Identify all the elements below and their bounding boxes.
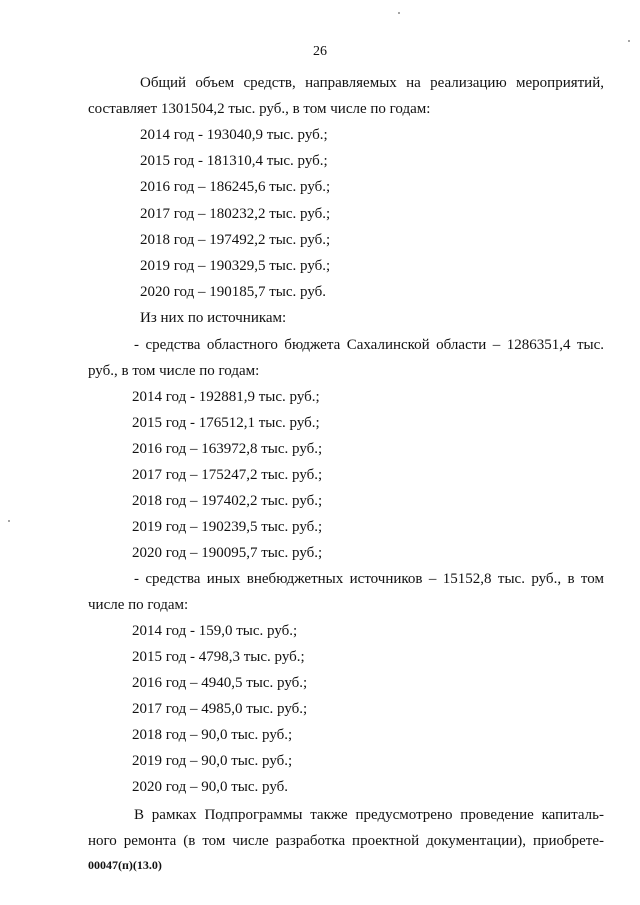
regional-year-2015: 2015 год - 176512,1 тыс. руб.; [132, 415, 320, 431]
extrabudget-year-2018: 2018 год – 90,0 тыс. руб.; [132, 727, 293, 743]
footer-code: 00047(п)(13.0) [88, 858, 162, 872]
extrabudget-line-1: - средства иных внебюджетных источников – 15152,8 тыс. руб., в том [134, 571, 604, 587]
total-year-2016: 2016 год – 186245,6 тыс. руб.; [140, 179, 331, 195]
extrabudget-year-2015: 2015 год - 4798,3 тыс. руб.; [132, 649, 305, 665]
total-year-2018: 2018 год – 197492,2 тыс. руб.; [140, 232, 331, 248]
regional-year-2014: 2014 год - 192881,9 тыс. руб.; [132, 389, 320, 405]
regional-year-2020: 2020 год – 190095,7 тыс. руб.; [132, 545, 323, 561]
regional-line-2: руб., в том числе по годам: [88, 363, 260, 379]
scan-speck [8, 520, 10, 522]
extrabudget-year-2016: 2016 год – 4940,5 тыс. руб.; [132, 675, 308, 691]
total-year-2019: 2019 год – 190329,5 тыс. руб.; [140, 258, 331, 274]
scan-speck [398, 12, 400, 14]
regional-line-1: - средства областного бюджета Сахалинской области – 1286351,4 тыс. [134, 337, 604, 353]
extrabudget-year-2014: 2014 год - 159,0 тыс. руб.; [132, 623, 298, 639]
total-year-2020: 2020 год – 190185,7 тыс. руб. [140, 284, 327, 300]
regional-year-2017: 2017 год – 175247,2 тыс. руб.; [132, 467, 323, 483]
regional-year-2019: 2019 год – 190239,5 тыс. руб.; [132, 519, 323, 535]
sources-heading: Из них по источникам: [140, 310, 287, 326]
closing-line-2: ного ремонта (в том числе разработка проектной документации), приобрете- [88, 833, 604, 849]
closing-line-1: В рамках Подпрограммы также предусмотрено проведение капиталь- [134, 807, 604, 823]
extrabudget-year-2017: 2017 год – 4985,0 тыс. руб.; [132, 701, 308, 717]
total-year-2015: 2015 год - 181310,4 тыс. руб.; [140, 153, 328, 169]
intro-line-2: составляет 1301504,2 тыс. руб., в том числе по годам: [88, 101, 431, 117]
intro-line-1: Общий объем средств, направляемых на реализацию мероприятий, [140, 75, 604, 91]
page-number: 26 [313, 44, 327, 59]
extrabudget-year-2019: 2019 год – 90,0 тыс. руб.; [132, 753, 293, 769]
extrabudget-year-2020: 2020 год – 90,0 тыс. руб. [132, 779, 289, 795]
extrabudget-line-2: числе по годам: [88, 597, 189, 613]
total-year-2017: 2017 год – 180232,2 тыс. руб.; [140, 206, 331, 222]
total-year-2014: 2014 год - 193040,9 тыс. руб.; [140, 127, 328, 143]
regional-year-2016: 2016 год – 163972,8 тыс. руб.; [132, 441, 323, 457]
regional-year-2018: 2018 год – 197402,2 тыс. руб.; [132, 493, 323, 509]
scan-speck [628, 40, 630, 42]
